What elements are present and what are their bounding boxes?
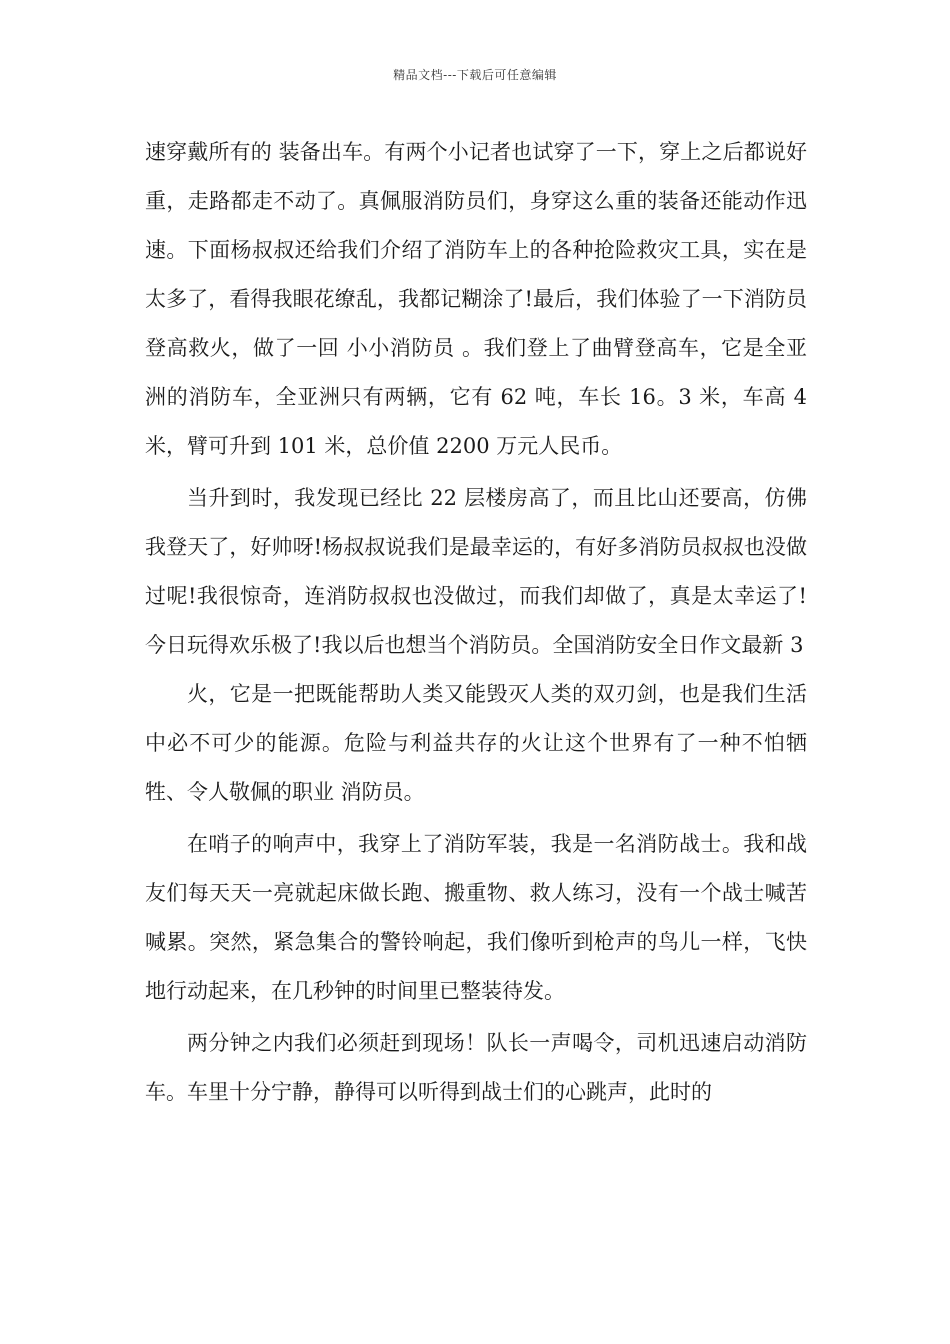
document-body: [145, 128, 807, 1117]
paragraph-3: 火，它是一把既能帮助人类又能毁灭人类的双刃剑，也是我们生活中必不可少的能源。危险与利益共存的火让这个世界有了一种不怕牺牲、令人敬佩的职业 消防员。: [145, 682, 807, 804]
paragraph-1: 速穿戴所有的 装备出车。有两个小记者也试穿了一下，穿上之后都说好重，走路都走不动了。真佩服消防员们，身穿这么重的装备还能动作迅速。下面杨叔叔还给我们介绍了消防车上的各种抢险救灾工具，实在是太多了，看得我眼花缭乱，我都记糊涂了!最后，我们体验了一下消防员登高救火，做了一回 小小消防员 。我们登上了曲臂登高车，它是全亚洲的消防车，全亚洲只有两辆，它有 62 吨，车长 16。3 米，车高 4 米，臂可升到 101 米，总价值 2200 万元人民币。: [145, 140, 807, 458]
page-header: 精品文档---下载后可任意编辑: [393, 68, 557, 82]
paragraph-5: 两分钟之内我们必须赶到现场！队长一声喝令，司机迅速启动消防车。车里十分宁静，静得可以听得到战士们的心跳声，此时的: [145, 1031, 807, 1104]
paragraph-2: 当升到时，我发现已经比 22 层楼房高了，而且比山还要高，仿佛我登天了，好帅呀!杨叔叔说我们是最幸运的，有好多消防员叔叔也没做过呢!我很惊奇，连消防叔叔也没做过，而我们却做了，真是太幸运了!今日玩得欢乐极了!我以后也想当个消防员。全国消防安全日作文最新 3: [145, 486, 807, 657]
paragraph-4: 在哨子的响声中，我穿上了消防军装，我是一名消防战士。我和战友们每天天一亮就起床做长跑、搬重物、救人练习，没有一个战士喊苦喊累。突然，紧急集合的警铃响起，我们像听到枪声的鸟儿一样，飞快地行动起来，在几秒钟的时间里已整装待发。: [145, 832, 807, 1003]
